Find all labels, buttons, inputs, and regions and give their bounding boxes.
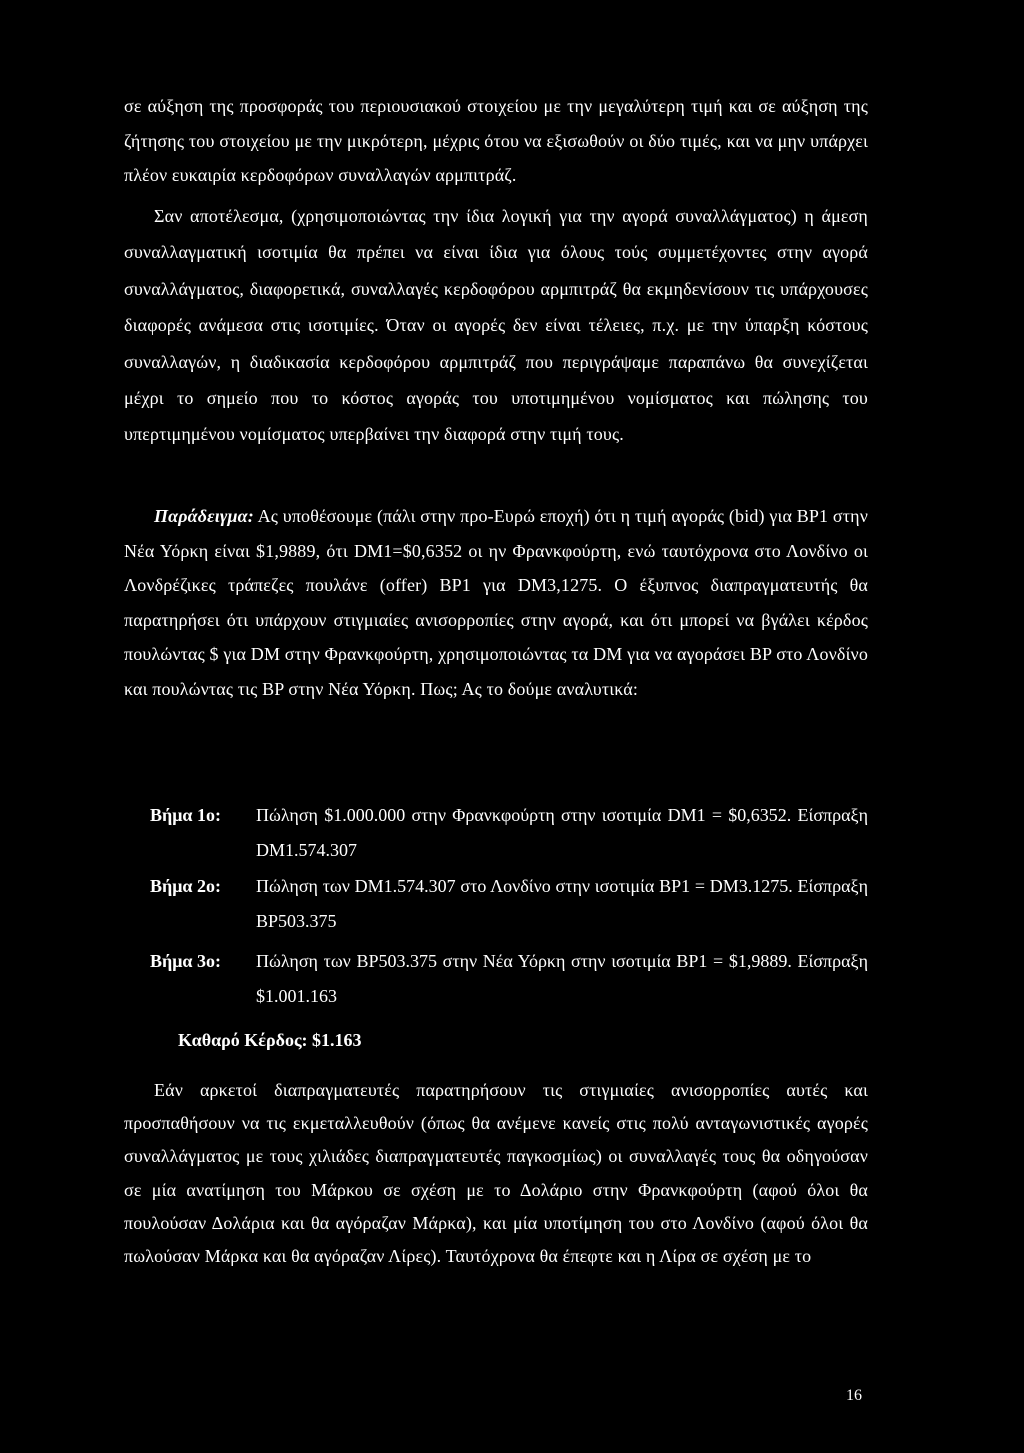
net-profit: Καθαρό Κέρδος: $1.163	[178, 1030, 362, 1050]
arbitrage-step-1	[150, 798, 868, 868]
step-label: Βήμα 1ο:	[150, 805, 221, 825]
step-label: Βήμα 2ο:	[150, 876, 221, 896]
paragraph-example	[124, 499, 868, 706]
arbitrage-step-3	[150, 944, 868, 1014]
step-label: Βήμα 3ο:	[150, 951, 221, 971]
step-text: Πώληση των BP503.375 στην Νέα Υόρκη στην ισοτιμία BP1 = $1,9889. Είσπραξη $1.001.163	[256, 951, 868, 1006]
paragraph-exchange-rate-consistency: Σαν αποτέλεσμα, (χρησιμοποιώντας την ίδια λογική για την αγορά συναλλάγματος) η άμεση συναλλαγματική ισοτιμία θα πρέπει να είναι ίδια για όλους τούς συμμετέχοντες στην αγορά συναλλάγματος, διαφορετικά, συναλλαγές κερδοφόρου αρμπιτράζ θα εκμηδενίσουν τις υπάρχουσες διαφορές ανάμεσα στις ισοτιμίες. Όταν οι αγορές δεν είναι τέλειες, π.χ. με την ύπαρξη κόστους συναλλαγών, η διαδικασία κερδοφόρου αρμπιτράζ που περιγράψαμε παραπάνω θα συνεχίζεται μέχρι το σημείο που το κόστος αγοράς του υποτιμημένου νομίσματος και πώλησης του υπερτιμημένου νομίσματος υπερβαίνει την διαφορά στην τιμή τους.	[124, 206, 868, 445]
page-number: 16	[846, 1387, 862, 1404]
step-text: Πώληση $1.000.000 στην Φρανκφούρτη στην ισοτιμία DM1 = $0,6352. Είσπραξη DM1.574.307	[256, 805, 868, 860]
paragraph-market-adjustment: Εάν αρκετοί διαπραγματευτές παρατηρήσουν τις στιγμιαίες ανισορροπίες αυτές και προσπαθήσουν να τις εκμεταλλευθούν (όπως θα ανέμενε κανείς στις πολύ ανταγωνιστικές αγορές συναλλάγματος με τους χιλιάδες διαπραγματευτές παγκοσμίως) οι συναλλαγές τους θα οδηγούσαν σε μία ανατίμηση του Μάρκου σε σχέση με το Δολάριο στην Φρανκφούρτη (αφού όλοι θα πουλούσαν Δολάρια και θα αγόραζαν Μάρκα), και μία υποτίμηση του στο Λονδίνο (αφού όλοι θα πωλούσαν Μάρκα και θα αγόραζαν Λίρες). Ταυτόχρονα θα έπεφτε και η Λίρα σε σχέση με το	[124, 1080, 868, 1267]
example-text: Ας υποθέσουμε (πάλι στην προ-Ευρώ εποχή) ότι η τιμή αγοράς (bid) για BP1 στην Νέα Υόρκη είναι $1,9889, ότι DM1=$0,6352 οι ην Φρανκφούρτη, ενώ ταυτόχρονα στο Λονδίνο οι Λονδρέζικες τράπεζες πουλάνε (offer) BP1 για DM3,1275. Ο έξυπνος διαπραγματευτής θα παρατηρήσει ότι υπάρχουν στιγμιαίες ανισορροπίες στην αγορά, και ότι μπορεί να βγάλει κέρδος πουλώντας $ για DM στην Φρανκφούρτη, χρησιμοποιώντας τα DM για να αγοράσει BP στο Λονδίνο και πουλώντας τις BP στην Νέα Υόρκη. Πως; Ας το δούμε αναλυτικά:	[124, 506, 868, 699]
example-label: Παράδειγμα:	[154, 506, 254, 526]
step-text: Πώληση των DM1.574.307 στο Λονδίνο στην ισοτιμία BP1 = DM3.1275. Είσπραξη BP503.375	[256, 876, 868, 931]
arbitrage-step-2	[150, 869, 868, 939]
paragraph-arbitrage-intro: σε αύξηση της προσφοράς του περιουσιακού στοιχείου με την μεγαλύτερη τιμή και σε αύξηση της ζήτησης του στοιχείου με την μικρότερη, μέχρις ότου να εξισωθούν οι δύο τιμές, και να μην υπάρχει πλέον ευκαιρία κερδοφόρων συναλλαγών αρμπιτράζ.	[124, 96, 868, 185]
